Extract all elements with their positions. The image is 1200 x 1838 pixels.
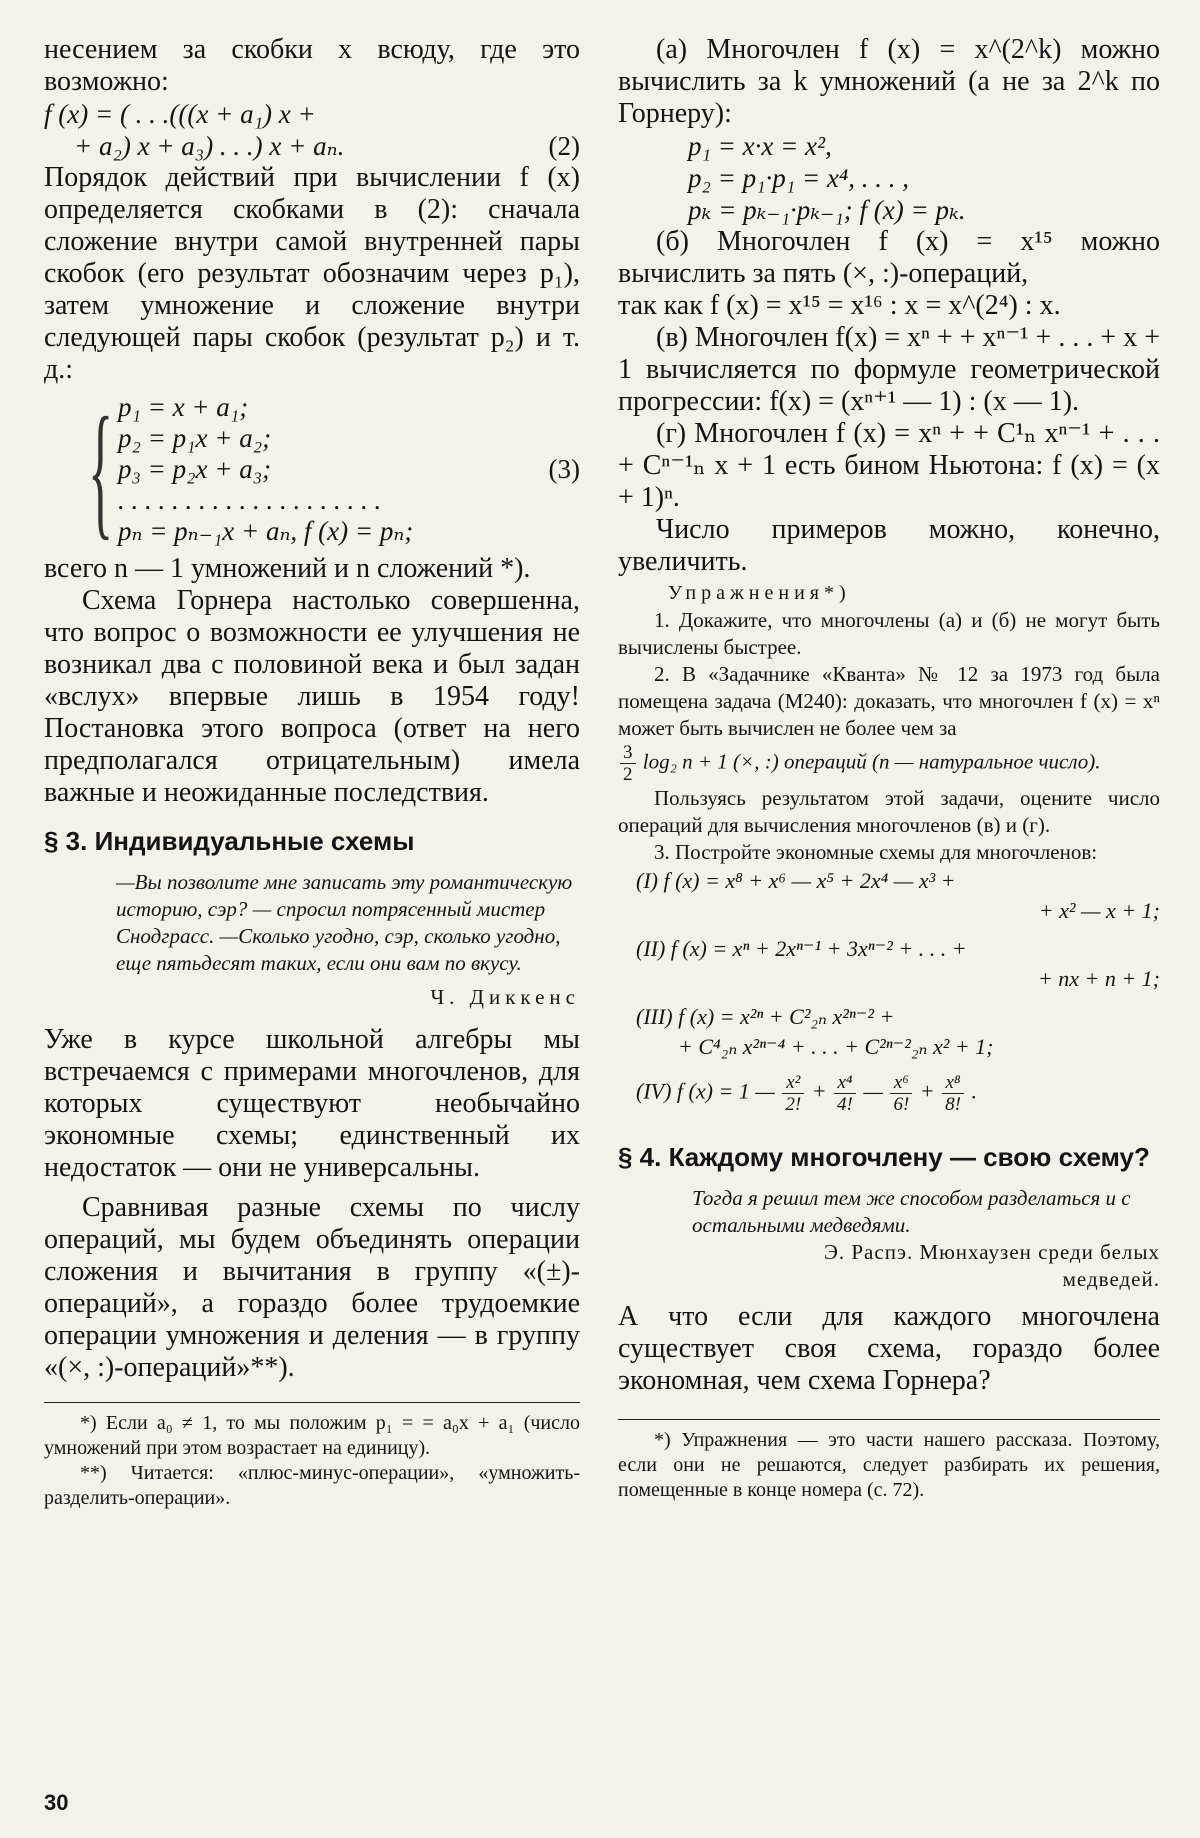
exercise-2: 2. В «Задачнике «Кванта» № 12 за 1973 год была помещена задача (М240): доказать, что многочлен f (x) = xⁿ может быть вычислен не более чем за — [618, 662, 1160, 740]
epigraph-dickens: —Вы позволите мне записать эту романтическую историю, сэр? — спросил потрясенный мистер Снодграсс. —Сколько угодно, сэр, сколько угодно, еще пятьдесят таких, если они вам по вкусу. — [116, 870, 573, 975]
epigraph-author-raspe: Э. Распэ. Мюнхаузен среди белых медведей. — [824, 1240, 1160, 1291]
paragraph-order: Порядок действий при вычислении f (x) определяется скобками в (2): сначала сложение внутри самой внутренней пары скобок (его результат обозначим через p₁), затем умножение и сложение внутри следующей пары скобок (результат p₂) и т. д.: — [44, 162, 580, 385]
system-line: . . . . . . . . . . . . . . . . . . . . — [118, 485, 382, 515]
footnote-exercises: *) Упражнения — это части нашего рассказа. Поэтому, если они не решаются, следует разбирать их решения, помещенные в конце номера (с. 72). — [618, 1429, 1160, 1501]
poly-IV-fraction: $\frac{\text{x²}}{2!}$ — [782, 1072, 804, 1115]
poly-IV-operator: + — [919, 1078, 935, 1104]
poly-III-line2: + C⁴₂ₙ x²ⁿ⁻⁴ + . . . + C²ⁿ⁻²₂ₙ x² + 1; — [678, 1034, 994, 1059]
formula-2-line1: f (x) = ( . . .(((x + a₁) x + — [44, 99, 316, 129]
exercise-2-tail: log₂ n + 1 (×, :) операций (n — натуральное число). — [642, 749, 1101, 774]
page-number: 30 — [44, 1790, 69, 1815]
section-3-heading: § 3. Индивидуальные схемы — [44, 826, 415, 856]
poly-I-line2: + x² — x + 1; — [1038, 898, 1160, 923]
example-a-formula: p₂ = p₁·p₁ = x⁴, . . . , — [688, 163, 909, 193]
paragraph-continuation: несением за скобки x всюду, где это возможно: — [44, 34, 580, 97]
example-b-text: (б) Многочлен f (x) = x¹⁵ можно вычислить за пять (×, :)-операций, — [618, 226, 1160, 289]
paragraph-question: А что если для каждого многочлена существует своя схема, гораздо более экономная, чем схема Горнера? — [618, 1301, 1160, 1396]
poly-II-line1: (II) f (x) = xⁿ + 2xⁿ⁻¹ + 3xⁿ⁻² + . . . + — [636, 936, 967, 961]
epigraph-raspe: Тогда я решил тем же способом разделаться и с остальными медведями. — [692, 1186, 1131, 1237]
example-a-text: (а) Многочлен f (x) = x^(2^k) можно вычислить за k умножений (а не за 2^k по Горнеру): — [618, 34, 1160, 129]
footnote-2: **) Читается: «плюс-минус-операции», «умножить-разделить-операции». — [44, 1462, 580, 1509]
poly-II-line2: + nx + n + 1; — [1037, 966, 1160, 991]
system-number: (3) — [548, 454, 580, 484]
poly-IV-operator: + — [811, 1078, 827, 1104]
poly-I-line1: (I) f (x) = x⁸ + x⁶ — x⁵ + 2x⁴ — x³ + — [636, 868, 956, 893]
example-a-formula: pₖ = pₖ₋₁·pₖ₋₁; f (x) = pₖ. — [688, 195, 966, 225]
poly-IV-prefix: (IV) f (x) = 1 — — [636, 1078, 775, 1104]
footnote-rule-right — [618, 1419, 1160, 1420]
paragraph-count: всего n — 1 умножений и n сложений *). — [44, 553, 531, 584]
system-line: p₁ = x + a₁; — [118, 392, 249, 422]
fraction-3-2: $\frac{3}{2}$ — [620, 742, 636, 785]
system-line: p₂ = p₁x + a₂; — [118, 423, 272, 453]
paragraph-operations: Сравнивая разные схемы по числу операций, мы будем объединять операции сложения и вычитания в группу «(±)-операций», а гораздо более трудоемкие операции умножения и деления — в группу «(×, :)-операций»**). — [44, 1192, 580, 1383]
left-column — [44, 34, 580, 1511]
brace-icon: { — [88, 386, 114, 553]
example-c-text: (в) Многочлен f(x) = xⁿ + + xⁿ⁻¹ + . . . + x + 1 вычисляется по формуле геометрической прогрессии: f(x) = (xⁿ⁺¹ — 1) : (x — 1). — [618, 322, 1160, 417]
equation-system-3 — [44, 386, 580, 553]
footnote-1: *) Если a₀ ≠ 1, то мы положим p₁ = = a₀x + a₁ (число умножений при этом возрастает на единицу). — [44, 1412, 580, 1459]
paragraph-horner: Схема Горнера настолько совершенна, что вопрос о возможности ее улучшения не возникал два с половиной века и был задан «вслух» впервые лишь в 1954 году! Постановка этого вопроса (ответ на него предполагался отрицательным) имела важные и неожиданные последствия. — [44, 585, 580, 808]
system-lines — [118, 392, 540, 547]
example-a-formulas — [688, 130, 1160, 226]
section-4-heading: § 4. Каждому многочлену — свою схему? — [618, 1142, 1150, 1172]
formula-2-line2-row — [44, 130, 580, 162]
exercise-2-continuation: Пользуясь результатом этой задачи, оцените число операций для вычисления многочленов (в) и (г). — [618, 786, 1160, 837]
example-a-formula: p₁ = x·x = x², — [688, 131, 832, 161]
poly-IV-operator: . — [971, 1078, 977, 1104]
paragraph-more-examples: Число примеров можно, конечно, увеличить. — [618, 514, 1160, 577]
formula-2-line2: + a₂) x + a₃) . . .) x + aₙ. — [74, 131, 345, 161]
footnote-rule — [44, 1402, 580, 1403]
poly-IV-fraction: $\frac{\text{x⁸}}{8!}$ — [942, 1072, 964, 1115]
paragraph-school-algebra: Уже в курсе школьной алгебры мы встречаемся с примерами многочленов, для которых существуют необычайно экономные схемы; единственный их недостаток — они не универсальны. — [44, 1024, 580, 1183]
example-b-formula: так как f (x) = x¹⁵ = x¹⁶ : x = x^(2⁴) : x. — [618, 290, 1061, 321]
exercise-3: 3. Постройте экономные схемы для многочленов: — [654, 840, 1098, 864]
poly-IV-fraction: $\frac{\text{x⁶}}{6!}$ — [890, 1072, 912, 1115]
example-d-text: (г) Многочлен f (x) = xⁿ + + C¹ₙ xⁿ⁻¹ + . . . + Cⁿ⁻¹ₙ x + 1 есть бином Ньютона: f (x) = (x + 1)ⁿ. — [618, 418, 1160, 513]
formula-2-number: (2) — [548, 131, 580, 161]
exercise-2-formula — [618, 742, 1160, 785]
right-column — [618, 34, 1160, 1503]
exercise-1: 1. Докажите, что многочлены (а) и (б) не могут быть вычислены быстрее. — [618, 608, 1160, 659]
system-line: pₙ = pₙ₋₁x + aₙ, f (x) = pₙ; — [118, 516, 414, 546]
epigraph-author-dickens: Ч. Диккенс — [430, 985, 580, 1009]
poly-III-line1: (III) f (x) = x²ⁿ + C²₂ₙ x²ⁿ⁻² + — [636, 1004, 895, 1029]
poly-IV — [636, 1072, 1160, 1115]
exercises-title: Упражнения*) — [668, 582, 851, 604]
poly-IV-fraction: $\frac{\text{x⁴}}{4!}$ — [834, 1072, 856, 1115]
poly-IV-operator: — — [863, 1078, 883, 1104]
system-line: p₃ = p₂x + a₃; — [118, 454, 272, 484]
